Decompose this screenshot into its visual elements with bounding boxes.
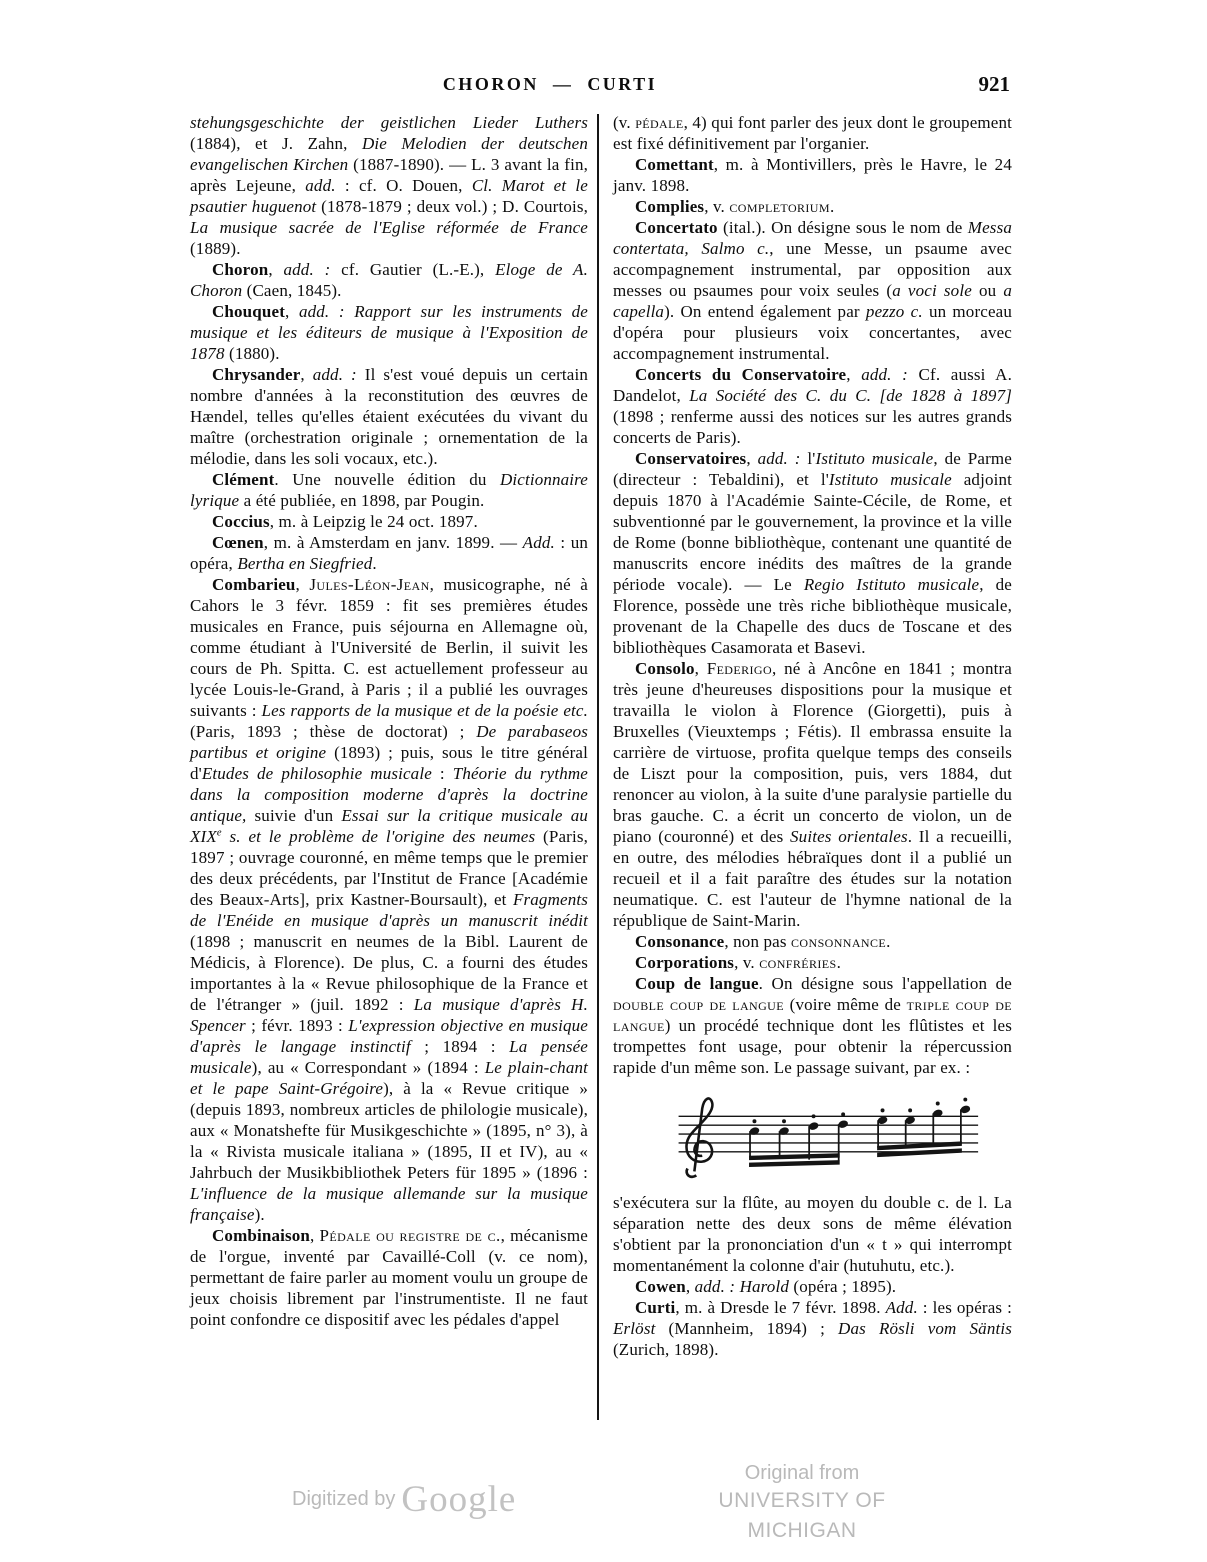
- right-column-top: [613, 112, 1012, 1078]
- right-column-bottom: [613, 1192, 1012, 1360]
- paragraph: Combarieu, Jules-Léon-Jean, musicographe, né à Cahors le 3 févr. 1859 : fit ses premières études musicales en France, puis séjourna en Allemagne où, comme étudiant à l'Université de Berlin, il suivit les cours de Ph. Spitta. C. est actuellement professeur au lycée Louis-le-Grand, à Paris ; il a publié les ouvrages suivants : Les rapports de la musique et de la poésie etc. (Paris, 1893 ; thèse de doctorat) ; De parabaseos partibus et origine (1893) ; puis, sous le titre général d'Etudes de philosophie musicale : Théorie du rythme dans la composition moderne d'après la doctrine antique, suivie d'un Essai sur la critique musicale au XIXe s. et le problème de l'origine des neumes (Paris, 1897 ; ouvrage couronné, en même temps que le premier des deux précédents, par l'Institut de France [Académie des Beaux-Arts], prix Kastner-Boursault), et Fragments de l'Enéide en musique d'après un manuscrit inédit (1898 ; manuscrit en neumes de la Bibl. Laurent de Médicis, à Florence). De plus, C. a fourni des études importantes à la « Revue philosophique de la France et de l'étranger » (juil. 1892 : La musique d'après H. Spencer ; févr. 1893 : L'expression objective en musique d'après le langage instinctif ; 1894 : La pensée musicale), au « Correspondant » (1894 : Le plain-chant et le pape Saint-Grégoire), à la « Revue critique » (depuis 1893, nombreux articles de philologie musicale), aux « Monatshefte für Musikgeschichte » (1895, n° 3), à la « Rivista musicale italiana » (1895, II et IV), au « Jahrbuch der Musikbibliothek Peters für 1895 » (1896 : L'influence de la musique allemande sur la musique française).: [190, 575, 588, 1224]
- note-group-2: [877, 1098, 971, 1158]
- paragraph: Coup de langue. On désigne sous l'appellation de double coup de langue (voire même de triple coup de langue) un procédé technique dont les flûtistes et les trompettes font usage, pour obtenir la répercussion rapide d'un même son. Le passage suivant, par ex. :: [613, 974, 1013, 1077]
- paragraph: s'exécutera sur la flûte, au moyen du double c. de l. La séparation nette des deux sons de même élévation s'obtient par la prononciation d'un « t » qui interrompt momentanément la colonne d'air (hutuhutu, etc.).: [613, 1193, 1012, 1275]
- paragraph: Choron, add. : cf. Gautier (L.-E.), Eloge de A. Choron (Caen, 1845).: [190, 260, 588, 300]
- paragraph: Conservatoires, add. : l'Istituto musicale, de Parme (directeur : Tebaldini), et l'Istituto musicale adjoint depuis 1870 à l'Académie Sainte-Cécile, de Rome, et subventionné par le gouvernement, la province et la ville de Rome (bonne bibliothèque, contenant une quantité de manuscrits encore inédits des maîtres de la grande période vocale). — Le Regio Istituto musicale, de Florence, possède une très riche bibliothèque musicale, provenant de la Chapelle des ducs de Toscane et des bibliothèques Casamorata et Basevi.: [613, 449, 1012, 657]
- digitized-by-label: Digitized by: [292, 1488, 396, 1510]
- column-divider-rule: [597, 114, 599, 1420]
- paragraph: Cœnen, m. à Amsterdam en janv. 1899. — Add. : un opéra, Bertha en Siegfried.: [190, 533, 588, 573]
- paragraph: Concerts du Conservatoire, add. : Cf. aussi A. Dandelot, La Société des C. du C. [de 1828 à 1897] (1898 ; renferme aussi des notices sur les autres grands concerts de Paris).: [613, 365, 1012, 447]
- paragraph: Corporations, v. confréries.: [635, 953, 841, 972]
- note-group-1: [749, 1112, 849, 1167]
- paragraph: Combinaison, Pédale ou registre de c., mécanisme de l'orgue, inventé par Cavaillé-Coll (v. ce nom), permettant de faire parler au moment voulu un groupe de jeux choisis librement par l'instrumentiste. Il ne faut point confondre ce dispositif avec les pédales d'appel: [190, 1226, 588, 1329]
- paragraph: Complies, v. completorium.: [635, 197, 835, 216]
- digitized-by-watermark: [292, 1478, 516, 1521]
- paragraph: Chouquet, add. : Rapport sur les instruments de musique et les éditeurs de musique à l'Exposition de 1878 (1880).: [190, 302, 588, 363]
- paragraph: stehungsgeschichte der geistlichen Lieder Luthers (1884), et J. Zahn, Die Melodien der deutschen evangelischen Kirchen (1887-1890). — L. 3 avant la fin, après Lejeune, add. : cf. O. Douen, Cl. Marot et le psautier huguenot (1878-1879 ; deux vol.) ; D. Courtois, La musique sacrée de l'Eglise réformée de France (1889).: [190, 113, 589, 258]
- paragraph: Cowen, add. : Harold (opéra ; 1895).: [635, 1277, 897, 1296]
- paragraph: (v. pédale, 4) qui font parler des jeux dont le groupement est fixé définitivement par l'organier.: [613, 113, 1012, 153]
- page-header-title: CHORON — CURTI: [442, 74, 658, 94]
- page-number: 921: [978, 72, 1010, 96]
- paragraph: Comettant, m. à Montivillers, près le Havre, le 24 janv. 1898.: [613, 155, 1012, 195]
- paragraph: Curti, m. à Dresde le 7 févr. 1898. Add. : les opéras : Erlöst (Mannheim, 1894) ; Das Rösli vom Säntis (Zurich, 1898).: [613, 1298, 1013, 1359]
- institution-label: UNIVERSITY OF MICHIGAN: [718, 1489, 886, 1542]
- left-column: [190, 112, 588, 1330]
- right-column: [613, 112, 1012, 1360]
- paragraph: Consolo, Federigo, né à Ancône en 1841 ; montra très jeune d'heureuses dispositions pour la musique et travailla le violon à Florence (Giorgetti), puis à Bruxelles (Vieuxtemps ; Fétis). Il embrassa ensuite la carrière de virtuose, profita quelque temps des conseils de Liszt pour la composition, puis, vers 1884, dut renoncer au violon, à la suite d'une paralysie partielle du bras gauche. C. a écrit un concerto de violon, un de piano (couronné) et des Suites orientales. Il a recueilli, en outre, des mélodies hébraïques dont il a publié un recueil et il a fait paraître des études sur la notation neumatique. C. est l'auteur de l'hymne national de la république de Saint-Marin.: [613, 659, 1012, 930]
- original-from-watermark: [672, 1460, 932, 1546]
- paragraph: Chrysander, add. : Il s'est voué depuis un certain nombre d'années à la reconstitution des œuvres de Hændel, telles qu'elles étaient exécutées du vivant du maître (orchestration originale ; ornementation de la mélodie, dans les soli vocaux, etc.).: [190, 365, 589, 468]
- paragraph: Clément. Une nouvelle édition du Dictionnaire lyrique a été publiée, en 1898, par Pougin.: [190, 470, 588, 510]
- treble-clef-icon: [686, 1098, 712, 1176]
- music-staff-graphic: [651, 1086, 986, 1186]
- paragraph: Concertato (ital.). On désigne sous le nom de Messa contertata, Salmo c., une Messe, un psaume avec accompagnement instrumental, par opposition aux messes ou psaumes pour voix seules (a voci sole ou a capella). On entend également par pezzo c. un morceau d'opéra pour plusieurs voix concertantes, avec accompagnement instrumental.: [613, 218, 1013, 363]
- paragraph: Coccius, m. à Leipzig le 24 oct. 1897.: [212, 512, 478, 531]
- google-logo: Google: [401, 1479, 517, 1520]
- music-notation-figure: [651, 1086, 1012, 1186]
- original-from-label: Original from: [744, 1462, 860, 1484]
- paragraph: Consonance, non pas consonnance.: [635, 932, 891, 951]
- running-head: [190, 74, 1010, 104]
